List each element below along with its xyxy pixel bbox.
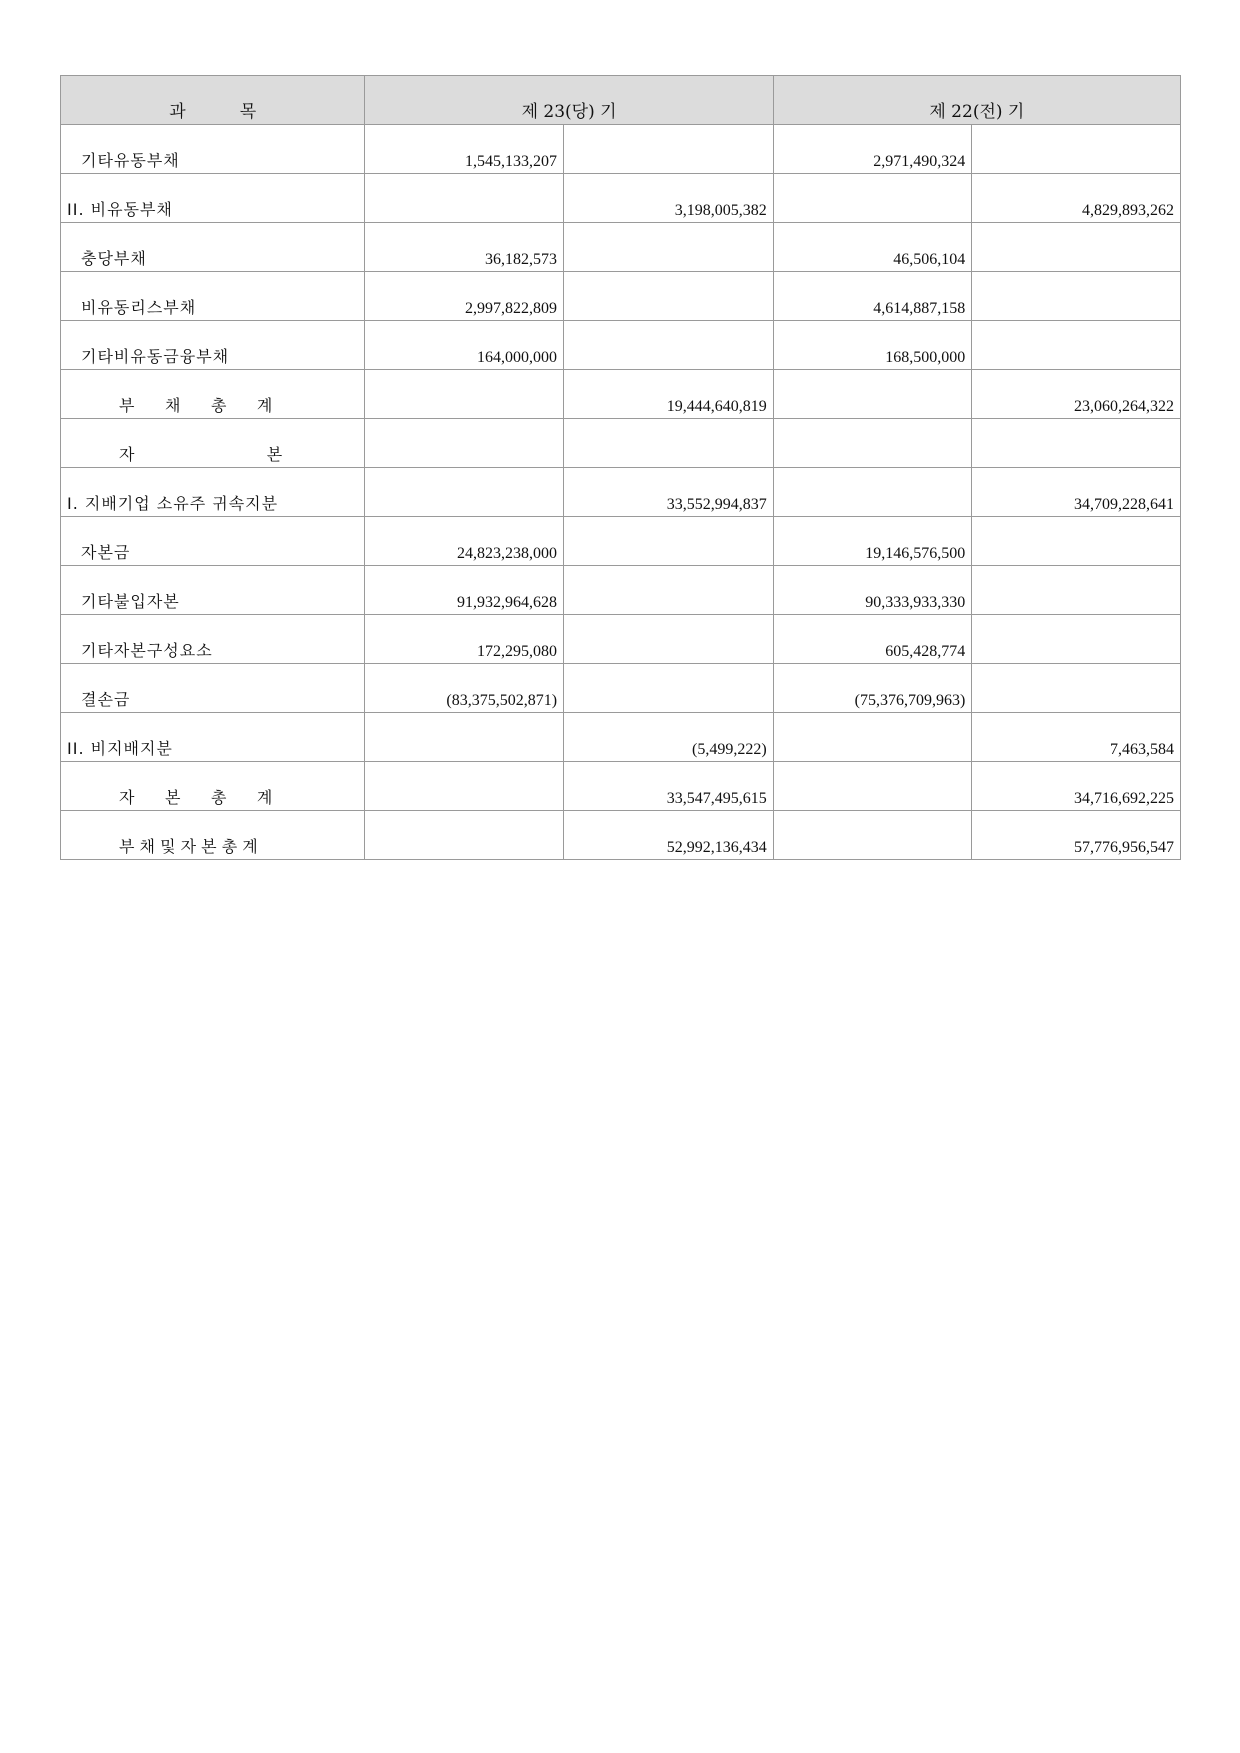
balance-sheet-table [60, 75, 1181, 860]
prior-subtotal-amount [972, 321, 1181, 370]
header-current-period: 제 23(당) 기 [365, 76, 773, 125]
table-body [61, 125, 1181, 860]
table-row [61, 762, 1181, 811]
current-detail-amount [365, 419, 564, 468]
prior-detail-amount: 4,614,887,158 [773, 272, 972, 321]
current-subtotal-amount: (5,499,222) [564, 713, 774, 762]
current-subtotal-amount: 3,198,005,382 [564, 174, 774, 223]
current-subtotal-amount: 33,547,495,615 [564, 762, 774, 811]
current-subtotal-amount: 19,444,640,819 [564, 370, 774, 419]
table-row [61, 664, 1181, 713]
row-label: 결손금 [61, 664, 365, 713]
prior-subtotal-amount [972, 125, 1181, 174]
prior-detail-amount [773, 713, 972, 762]
prior-detail-amount: (75,376,709,963) [773, 664, 972, 713]
prior-subtotal-amount [972, 223, 1181, 272]
table-row [61, 468, 1181, 517]
current-subtotal-amount [564, 566, 774, 615]
prior-detail-amount [773, 811, 972, 860]
row-label: 기타유동부채 [61, 125, 365, 174]
current-subtotal-amount [564, 321, 774, 370]
current-subtotal-amount: 52,992,136,434 [564, 811, 774, 860]
current-subtotal-amount [564, 272, 774, 321]
row-label: 비유동리스부채 [61, 272, 365, 321]
header-prior-period: 제 22(전) 기 [773, 76, 1180, 125]
prior-detail-amount: 46,506,104 [773, 223, 972, 272]
current-subtotal-amount [564, 419, 774, 468]
current-detail-amount: 172,295,080 [365, 615, 564, 664]
current-detail-amount [365, 174, 564, 223]
prior-detail-amount [773, 174, 972, 223]
current-detail-amount: 164,000,000 [365, 321, 564, 370]
prior-subtotal-amount [972, 517, 1181, 566]
row-label: 기타자본구성요소 [61, 615, 365, 664]
current-subtotal-amount: 33,552,994,837 [564, 468, 774, 517]
row-label: 부 채 총 계 [61, 370, 365, 419]
table-row [61, 370, 1181, 419]
table-row [61, 419, 1181, 468]
prior-subtotal-amount: 23,060,264,322 [972, 370, 1181, 419]
current-detail-amount: 24,823,238,000 [365, 517, 564, 566]
current-subtotal-amount [564, 664, 774, 713]
table-row [61, 615, 1181, 664]
prior-subtotal-amount: 7,463,584 [972, 713, 1181, 762]
table-row [61, 125, 1181, 174]
row-label: 충당부채 [61, 223, 365, 272]
prior-subtotal-amount: 4,829,893,262 [972, 174, 1181, 223]
current-detail-amount: 2,997,822,809 [365, 272, 564, 321]
prior-subtotal-amount [972, 419, 1181, 468]
prior-detail-amount: 19,146,576,500 [773, 517, 972, 566]
current-subtotal-amount [564, 517, 774, 566]
table-row [61, 174, 1181, 223]
prior-subtotal-amount [972, 272, 1181, 321]
current-detail-amount: 91,932,964,628 [365, 566, 564, 615]
current-detail-amount: 1,545,133,207 [365, 125, 564, 174]
row-label: II. 비지배지분 [61, 713, 365, 762]
row-label: II. 비유동부채 [61, 174, 365, 223]
table-row [61, 713, 1181, 762]
current-detail-amount [365, 370, 564, 419]
header-subject: 과 목 [61, 76, 365, 125]
current-detail-amount [365, 468, 564, 517]
row-label: 자본금 [61, 517, 365, 566]
current-detail-amount: (83,375,502,871) [365, 664, 564, 713]
prior-subtotal-amount: 34,716,692,225 [972, 762, 1181, 811]
prior-detail-amount [773, 370, 972, 419]
prior-subtotal-amount [972, 566, 1181, 615]
prior-detail-amount [773, 468, 972, 517]
table-row [61, 223, 1181, 272]
row-label: I. 지배기업 소유주 귀속지분 [61, 468, 365, 517]
current-detail-amount [365, 762, 564, 811]
table-row [61, 321, 1181, 370]
prior-detail-amount: 168,500,000 [773, 321, 972, 370]
prior-detail-amount: 90,333,933,330 [773, 566, 972, 615]
prior-detail-amount: 2,971,490,324 [773, 125, 972, 174]
prior-subtotal-amount: 57,776,956,547 [972, 811, 1181, 860]
prior-detail-amount: 605,428,774 [773, 615, 972, 664]
current-subtotal-amount [564, 125, 774, 174]
current-subtotal-amount [564, 615, 774, 664]
row-label: 자 본 [61, 419, 365, 468]
header-row [61, 76, 1181, 125]
row-label: 부 채 및 자 본 총 계 [61, 811, 365, 860]
prior-detail-amount [773, 419, 972, 468]
prior-subtotal-amount [972, 664, 1181, 713]
current-detail-amount [365, 713, 564, 762]
prior-subtotal-amount [972, 615, 1181, 664]
row-label: 기타불입자본 [61, 566, 365, 615]
current-detail-amount [365, 811, 564, 860]
row-label: 기타비유동금융부채 [61, 321, 365, 370]
current-detail-amount: 36,182,573 [365, 223, 564, 272]
prior-detail-amount [773, 762, 972, 811]
table-row [61, 517, 1181, 566]
table-row [61, 272, 1181, 321]
table-row [61, 811, 1181, 860]
current-subtotal-amount [564, 223, 774, 272]
row-label: 자 본 총 계 [61, 762, 365, 811]
prior-subtotal-amount: 34,709,228,641 [972, 468, 1181, 517]
table-row [61, 566, 1181, 615]
